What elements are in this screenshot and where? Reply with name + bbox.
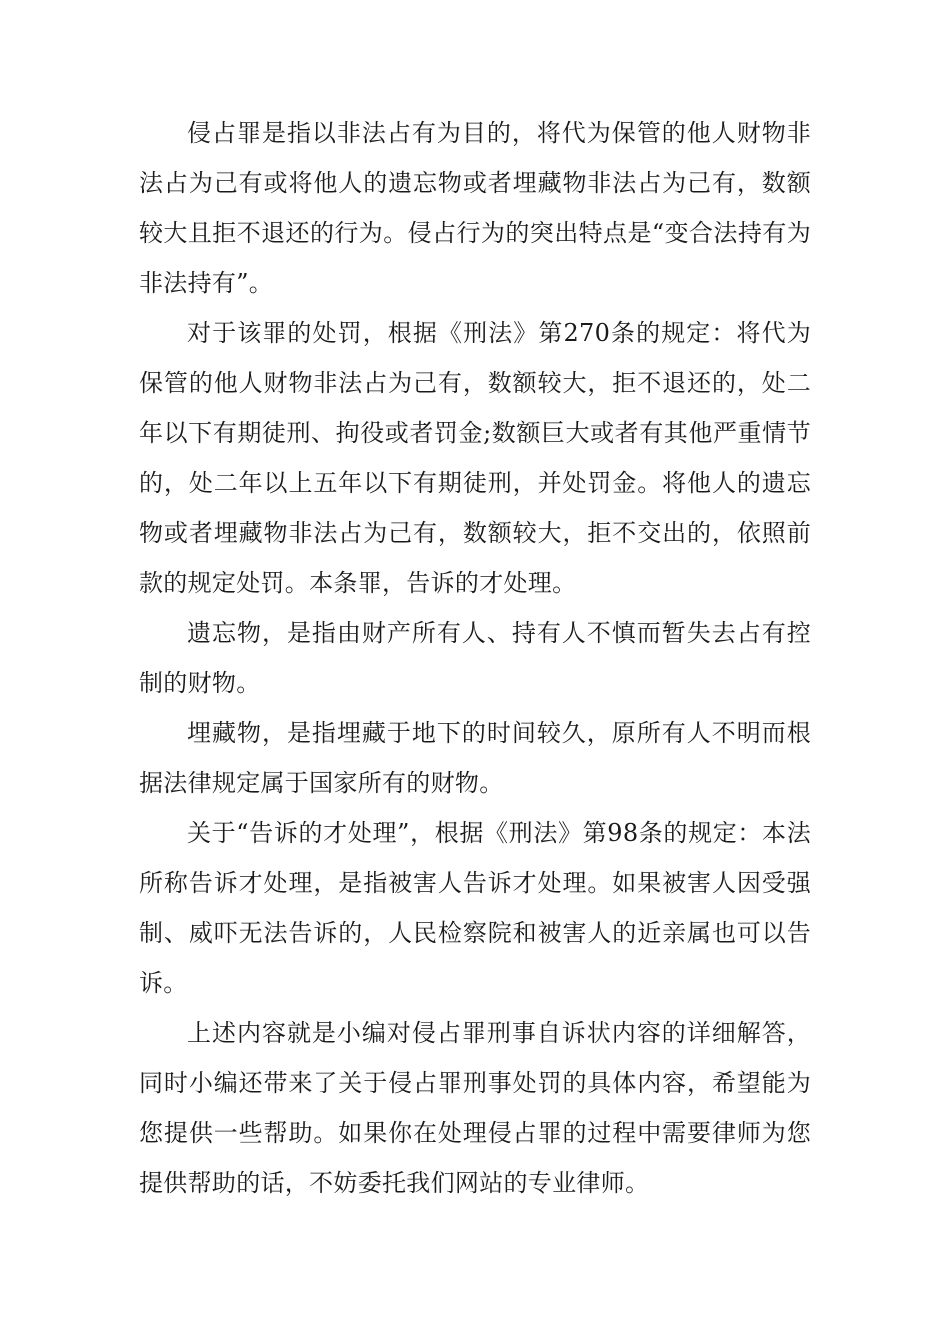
paragraph-punishment: 对于该罪的处罚，根据《刑法》第270条的规定：将代为保管的他人财物非法占为己有，数额较大，拒不退还的，处二年以下有期徒刑、拘役或者罚金;数额巨大或者有其他严重情节的，处二年以上五年以下有期徒刑，并处罚金。将他人的遗忘物或者埋藏物非法占为己有，数额较大，拒不交出的，依照前款的规定处罚。本条罪，告诉的才处理。 [139, 319, 811, 597]
paragraph-conclusion: 上述内容就是小编对侵占罪刑事自诉状内容的详细解答，同时小编还带来了关于侵占罪刑事处罚的具体内容，希望能为您提供一些帮助。如果你在处理侵占罪的过程中需要律师为您提供帮助的话，不妨委托我们网站的专业律师。 [139, 1019, 811, 1197]
paragraph-forgotten-property: 遗忘物，是指由财产所有人、持有人不慎而暂失去占有控制的财物。 [139, 619, 811, 697]
paragraph-definition: 侵占罪是指以非法占有为目的，将代为保管的他人财物非法占为己有或将他人的遗忘物或者埋藏物非法占为己有，数额较大且拒不退还的行为。侵占行为的突出特点是“变合法持有为非法持有”。 [139, 119, 811, 297]
document-body [139, 108, 811, 1208]
paragraph-buried-property: 埋藏物，是指埋藏于地下的时间较久，原所有人不明而根据法律规定属于国家所有的财物。 [139, 719, 811, 797]
paragraph-complaint-rule: 关于“告诉的才处理”，根据《刑法》第98条的规定：本法所称告诉才处理，是指被害人告诉才处理。如果被害人因受强制、威吓无法告诉的，人民检察院和被害人的近亲属也可以告诉。 [139, 819, 811, 997]
